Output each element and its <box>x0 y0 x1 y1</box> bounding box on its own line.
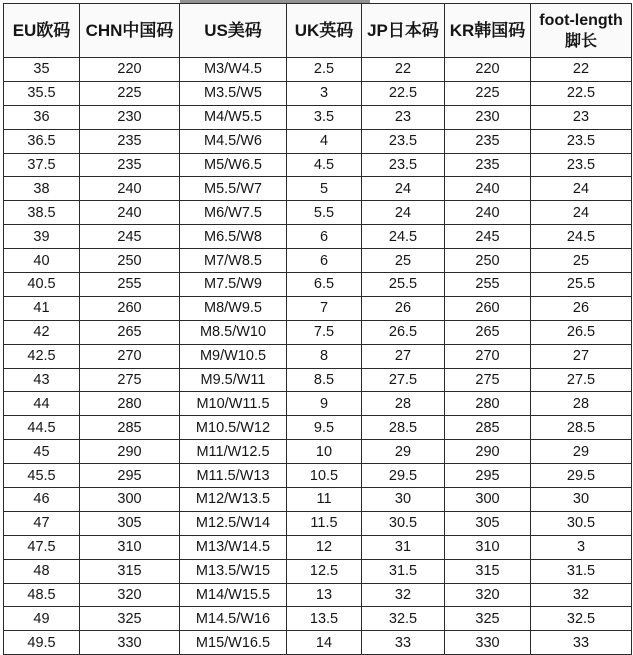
cell-foot-length: 26.5 <box>531 320 632 344</box>
table-row <box>4 440 632 464</box>
cell-kr: 250 <box>445 249 531 273</box>
header-jp: JP日本码 <box>362 4 445 58</box>
cell-eu: 41 <box>4 296 80 320</box>
cell-eu: 45.5 <box>4 464 80 488</box>
cell-kr: 240 <box>445 177 531 201</box>
table-row <box>4 249 632 273</box>
cell-us: M6/W7.5 <box>180 201 287 225</box>
cell-us: M11/W12.5 <box>180 440 287 464</box>
cell-jp: 26 <box>362 296 445 320</box>
cell-eu: 40 <box>4 249 80 273</box>
cell-jp: 32.5 <box>362 607 445 631</box>
cell-eu: 44 <box>4 392 80 416</box>
table-row <box>4 416 632 440</box>
cell-us: M6.5/W8 <box>180 225 287 249</box>
cell-jp: 28 <box>362 392 445 416</box>
cell-us: M15/W16.5 <box>180 631 287 655</box>
cell-uk: 4 <box>287 129 362 153</box>
cell-chn: 235 <box>80 153 180 177</box>
cell-us: M3.5/W5 <box>180 81 287 105</box>
cell-kr: 315 <box>445 559 531 583</box>
cell-uk: 7.5 <box>287 320 362 344</box>
table-row <box>4 296 632 320</box>
cell-us: M7/W8.5 <box>180 249 287 273</box>
cell-eu: 39 <box>4 225 80 249</box>
cell-chn: 265 <box>80 320 180 344</box>
cell-chn: 235 <box>80 129 180 153</box>
cell-eu: 38 <box>4 177 80 201</box>
cell-kr: 260 <box>445 296 531 320</box>
cell-uk: 7 <box>287 296 362 320</box>
cell-chn: 290 <box>80 440 180 464</box>
cell-foot-length: 25.5 <box>531 273 632 297</box>
cell-kr: 300 <box>445 488 531 512</box>
cell-eu: 42.5 <box>4 344 80 368</box>
shoe-size-conversion-table <box>3 3 632 655</box>
cell-eu: 47.5 <box>4 535 80 559</box>
cell-us: M10.5/W12 <box>180 416 287 440</box>
cell-kr: 320 <box>445 583 531 607</box>
cell-foot-length: 32 <box>531 583 632 607</box>
cell-eu: 36 <box>4 105 80 129</box>
cell-chn: 285 <box>80 416 180 440</box>
cell-eu: 49.5 <box>4 631 80 655</box>
cell-uk: 6.5 <box>287 273 362 297</box>
cell-chn: 220 <box>80 58 180 82</box>
table-row <box>4 535 632 559</box>
cell-eu: 44.5 <box>4 416 80 440</box>
cell-chn: 295 <box>80 464 180 488</box>
cell-us: M5.5/W7 <box>180 177 287 201</box>
cell-uk: 6 <box>287 225 362 249</box>
cell-jp: 23.5 <box>362 129 445 153</box>
cell-chn: 325 <box>80 607 180 631</box>
cell-kr: 330 <box>445 631 531 655</box>
cell-kr: 325 <box>445 607 531 631</box>
cell-chn: 260 <box>80 296 180 320</box>
cell-us: M8/W9.5 <box>180 296 287 320</box>
header-eu: EU欧码 <box>4 4 80 58</box>
cell-us: M4/W5.5 <box>180 105 287 129</box>
cell-jp: 30.5 <box>362 511 445 535</box>
cell-uk: 12 <box>287 535 362 559</box>
cell-foot-length: 29 <box>531 440 632 464</box>
cell-jp: 25 <box>362 249 445 273</box>
cell-us: M12.5/W14 <box>180 511 287 535</box>
cell-uk: 11 <box>287 488 362 512</box>
cell-eu: 35 <box>4 58 80 82</box>
cell-foot-length: 31.5 <box>531 559 632 583</box>
cell-kr: 285 <box>445 416 531 440</box>
cell-jp: 23.5 <box>362 153 445 177</box>
table-row <box>4 201 632 225</box>
cell-jp: 29 <box>362 440 445 464</box>
cell-eu: 37.5 <box>4 153 80 177</box>
cell-us: M8.5/W10 <box>180 320 287 344</box>
cell-chn: 225 <box>80 81 180 105</box>
cell-uk: 9.5 <box>287 416 362 440</box>
table-row <box>4 105 632 129</box>
cell-jp: 27 <box>362 344 445 368</box>
cell-eu: 40.5 <box>4 273 80 297</box>
cell-kr: 225 <box>445 81 531 105</box>
cell-us: M9/W10.5 <box>180 344 287 368</box>
table-row <box>4 631 632 655</box>
cell-foot-length: 27.5 <box>531 368 632 392</box>
cell-uk: 5.5 <box>287 201 362 225</box>
table-row <box>4 583 632 607</box>
cell-us: M7.5/W9 <box>180 273 287 297</box>
cell-foot-length: 29.5 <box>531 464 632 488</box>
cell-eu: 49 <box>4 607 80 631</box>
cell-eu: 48.5 <box>4 583 80 607</box>
table-header-row <box>4 4 632 58</box>
table-row <box>4 559 632 583</box>
cell-uk: 6 <box>287 249 362 273</box>
cell-kr: 235 <box>445 153 531 177</box>
cell-uk: 13.5 <box>287 607 362 631</box>
cell-foot-length: 33 <box>531 631 632 655</box>
cell-uk: 3.5 <box>287 105 362 129</box>
cell-uk: 12.5 <box>287 559 362 583</box>
cell-jp: 22 <box>362 58 445 82</box>
cell-jp: 22.5 <box>362 81 445 105</box>
cell-kr: 230 <box>445 105 531 129</box>
table-row <box>4 129 632 153</box>
table-row <box>4 81 632 105</box>
cell-kr: 295 <box>445 464 531 488</box>
cell-jp: 24 <box>362 201 445 225</box>
cell-jp: 27.5 <box>362 368 445 392</box>
header-us: US美码 <box>180 4 287 58</box>
cell-jp: 24.5 <box>362 225 445 249</box>
cell-foot-length: 32.5 <box>531 607 632 631</box>
cell-foot-length: 23.5 <box>531 153 632 177</box>
cell-uk: 8.5 <box>287 368 362 392</box>
cell-kr: 280 <box>445 392 531 416</box>
cell-foot-length: 24.5 <box>531 225 632 249</box>
header-kr: KR韩国码 <box>445 4 531 58</box>
cell-kr: 235 <box>445 129 531 153</box>
cell-foot-length: 28.5 <box>531 416 632 440</box>
cell-chn: 320 <box>80 583 180 607</box>
cell-uk: 3 <box>287 81 362 105</box>
cell-kr: 270 <box>445 344 531 368</box>
cell-jp: 32 <box>362 583 445 607</box>
table-body <box>4 58 632 655</box>
cell-chn: 300 <box>80 488 180 512</box>
cell-chn: 245 <box>80 225 180 249</box>
cell-foot-length: 24 <box>531 201 632 225</box>
cell-chn: 240 <box>80 177 180 201</box>
cell-us: M13/W14.5 <box>180 535 287 559</box>
cell-eu: 42 <box>4 320 80 344</box>
cell-chn: 250 <box>80 249 180 273</box>
cell-kr: 265 <box>445 320 531 344</box>
table-row <box>4 488 632 512</box>
cell-us: M12/W13.5 <box>180 488 287 512</box>
table-row <box>4 464 632 488</box>
cell-chn: 270 <box>80 344 180 368</box>
cell-kr: 220 <box>445 58 531 82</box>
cell-chn: 255 <box>80 273 180 297</box>
cell-uk: 2.5 <box>287 58 362 82</box>
cell-us: M14.5/W16 <box>180 607 287 631</box>
cell-kr: 290 <box>445 440 531 464</box>
cell-chn: 230 <box>80 105 180 129</box>
cell-us: M14/W15.5 <box>180 583 287 607</box>
cell-uk: 4.5 <box>287 153 362 177</box>
cell-kr: 240 <box>445 201 531 225</box>
cell-jp: 31 <box>362 535 445 559</box>
table-row <box>4 607 632 631</box>
cell-foot-length: 28 <box>531 392 632 416</box>
cell-jp: 28.5 <box>362 416 445 440</box>
cell-kr: 255 <box>445 273 531 297</box>
cell-uk: 8 <box>287 344 362 368</box>
cell-foot-length: 30 <box>531 488 632 512</box>
cell-eu: 48 <box>4 559 80 583</box>
cell-foot-length: 26 <box>531 296 632 320</box>
cell-foot-length: 23.5 <box>531 129 632 153</box>
header-uk: UK英码 <box>287 4 362 58</box>
cell-jp: 24 <box>362 177 445 201</box>
cell-jp: 30 <box>362 488 445 512</box>
cell-foot-length: 22 <box>531 58 632 82</box>
cell-us: M11.5/W13 <box>180 464 287 488</box>
cell-foot-length: 30.5 <box>531 511 632 535</box>
cell-uk: 5 <box>287 177 362 201</box>
header-chn: CHN中国码 <box>80 4 180 58</box>
cell-eu: 36.5 <box>4 129 80 153</box>
cell-chn: 310 <box>80 535 180 559</box>
cell-eu: 43 <box>4 368 80 392</box>
cell-us: M9.5/W11 <box>180 368 287 392</box>
cell-chn: 275 <box>80 368 180 392</box>
cell-us: M10/W11.5 <box>180 392 287 416</box>
cell-kr: 275 <box>445 368 531 392</box>
cell-jp: 25.5 <box>362 273 445 297</box>
cell-chn: 330 <box>80 631 180 655</box>
cell-uk: 9 <box>287 392 362 416</box>
cell-foot-length: 3 <box>531 535 632 559</box>
cell-jp: 29.5 <box>362 464 445 488</box>
cell-chn: 305 <box>80 511 180 535</box>
header-foot-length: foot-length 脚长 <box>531 4 632 58</box>
table-row <box>4 368 632 392</box>
cell-uk: 10.5 <box>287 464 362 488</box>
table-row <box>4 392 632 416</box>
cell-us: M4.5/W6 <box>180 129 287 153</box>
cell-chn: 280 <box>80 392 180 416</box>
cell-foot-length: 25 <box>531 249 632 273</box>
cell-kr: 305 <box>445 511 531 535</box>
cell-jp: 33 <box>362 631 445 655</box>
cell-kr: 310 <box>445 535 531 559</box>
cell-uk: 13 <box>287 583 362 607</box>
cell-uk: 14 <box>287 631 362 655</box>
cell-eu: 38.5 <box>4 201 80 225</box>
cell-eu: 47 <box>4 511 80 535</box>
cell-jp: 26.5 <box>362 320 445 344</box>
cell-eu: 46 <box>4 488 80 512</box>
cell-us: M13.5/W15 <box>180 559 287 583</box>
cell-us: M5/W6.5 <box>180 153 287 177</box>
cell-foot-length: 24 <box>531 177 632 201</box>
cell-foot-length: 23 <box>531 105 632 129</box>
table-row <box>4 320 632 344</box>
cell-kr: 245 <box>445 225 531 249</box>
table-row <box>4 511 632 535</box>
table-row <box>4 273 632 297</box>
cell-uk: 10 <box>287 440 362 464</box>
cell-us: M3/W4.5 <box>180 58 287 82</box>
cell-jp: 23 <box>362 105 445 129</box>
table-row <box>4 344 632 368</box>
cell-foot-length: 27 <box>531 344 632 368</box>
table-row <box>4 225 632 249</box>
cell-chn: 240 <box>80 201 180 225</box>
cell-eu: 35.5 <box>4 81 80 105</box>
table-row <box>4 58 632 82</box>
cell-jp: 31.5 <box>362 559 445 583</box>
cell-chn: 315 <box>80 559 180 583</box>
cell-foot-length: 22.5 <box>531 81 632 105</box>
table-row <box>4 177 632 201</box>
table-row <box>4 153 632 177</box>
cell-eu: 45 <box>4 440 80 464</box>
cell-uk: 11.5 <box>287 511 362 535</box>
